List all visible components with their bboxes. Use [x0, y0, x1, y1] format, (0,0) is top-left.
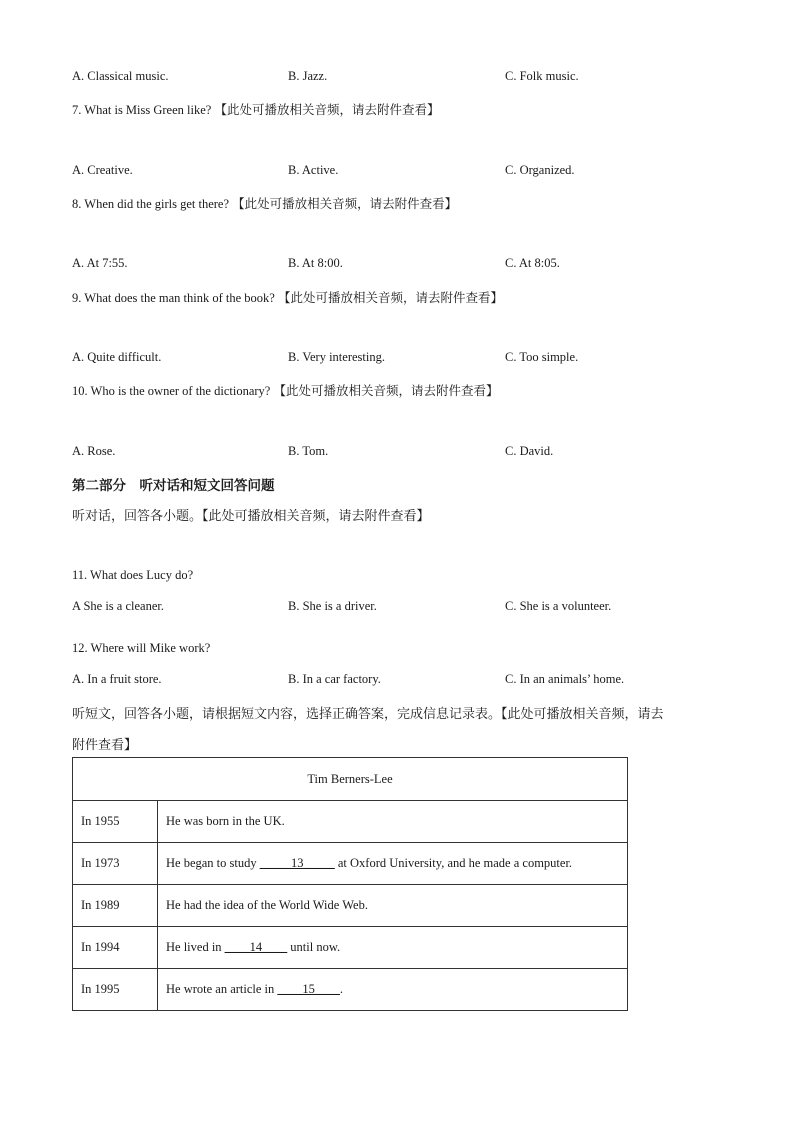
row-year: In 1995: [73, 969, 158, 1011]
question-7: 7. What is Miss Green like? 【此处可播放相关音频，请去附件查看】: [72, 103, 440, 117]
section-title: 第二部分 听对话和短文回答问题: [72, 478, 275, 493]
row-event: He began to study _____13_____ at Oxford University, and he made a computer.: [158, 843, 628, 885]
q7-option-a: A. Creative.: [72, 163, 133, 177]
row-year: In 1994: [73, 927, 158, 969]
table-row: [73, 885, 628, 927]
question-9: 9. What does the man think of the book? 【此处可播放相关音频，请去附件查看】: [72, 291, 503, 305]
row-year: In 1955: [73, 801, 158, 843]
q7-option-b: B. Active.: [288, 163, 339, 177]
table-title: Tim Berners-Lee: [73, 758, 628, 801]
question-12: 12. Where will Mike work?: [72, 641, 211, 655]
q8-option-c: C. At 8:05.: [505, 256, 560, 270]
table-row: [73, 927, 628, 969]
q12-option-c: C. In an animals’ home.: [505, 672, 625, 686]
info-record-table: [72, 757, 628, 1011]
q11-option-b: B. She is a driver.: [288, 599, 377, 613]
q10-option-a: A. Rose.: [72, 444, 116, 458]
question-11: 11. What does Lucy do?: [72, 568, 194, 582]
question-10: 10. Who is the owner of the dictionary? 【此处可播放相关音频，请去附件查看】: [72, 384, 499, 398]
q11-option-c: C. She is a volunteer.: [505, 599, 612, 613]
blank-13[interactable]: _____13_____: [259, 856, 335, 870]
q11-option-a: A She is a cleaner.: [72, 599, 164, 613]
q8-option-a: A. At 7:55.: [72, 256, 128, 270]
dialogue-instruction: 听对话，回答各小题。【此处可播放相关音频，请去附件查看】: [72, 508, 430, 523]
row-event: He wrote an article in ____15____.: [158, 969, 628, 1011]
table-row: [73, 801, 628, 843]
q10-option-c: C. David.: [505, 444, 554, 458]
row-event: He was born in the UK.: [158, 801, 628, 843]
q8-option-b: B. At 8:00.: [288, 256, 343, 270]
q9-option-a: A. Quite difficult.: [72, 350, 162, 364]
row-year: In 1989: [73, 885, 158, 927]
q7-option-c: C. Organized.: [505, 163, 575, 177]
q6-option-a: A. Classical music.: [72, 69, 169, 83]
q12-option-a: A. In a fruit store.: [72, 672, 162, 686]
question-8: 8. When did the girls get there? 【此处可播放相关音频，请去附件查看】: [72, 197, 458, 211]
q9-option-c: C. Too simple.: [505, 350, 579, 364]
blank-15[interactable]: ____15____: [277, 982, 340, 996]
table-row: [73, 969, 628, 1011]
q6-option-c: C. Folk music.: [505, 69, 579, 83]
row-event: He lived in ____14____ until now.: [158, 927, 628, 969]
table-row: [73, 843, 628, 885]
row-event: He had the idea of the World Wide Web.: [158, 885, 628, 927]
row-year: In 1973: [73, 843, 158, 885]
q9-option-b: B. Very interesting.: [288, 350, 385, 364]
blank-14[interactable]: ____14____: [224, 940, 288, 954]
passage-instruction-line2: 附件查看】: [72, 737, 138, 752]
q6-option-b: B. Jazz.: [288, 69, 328, 83]
q12-option-b: B. In a car factory.: [288, 672, 381, 686]
q10-option-b: B. Tom.: [288, 444, 329, 458]
passage-instruction-line1: 听短文，回答各小题，请根据短文内容，选择正确答案，完成信息记录表。【此处可播放相关音频，请去: [72, 706, 664, 721]
